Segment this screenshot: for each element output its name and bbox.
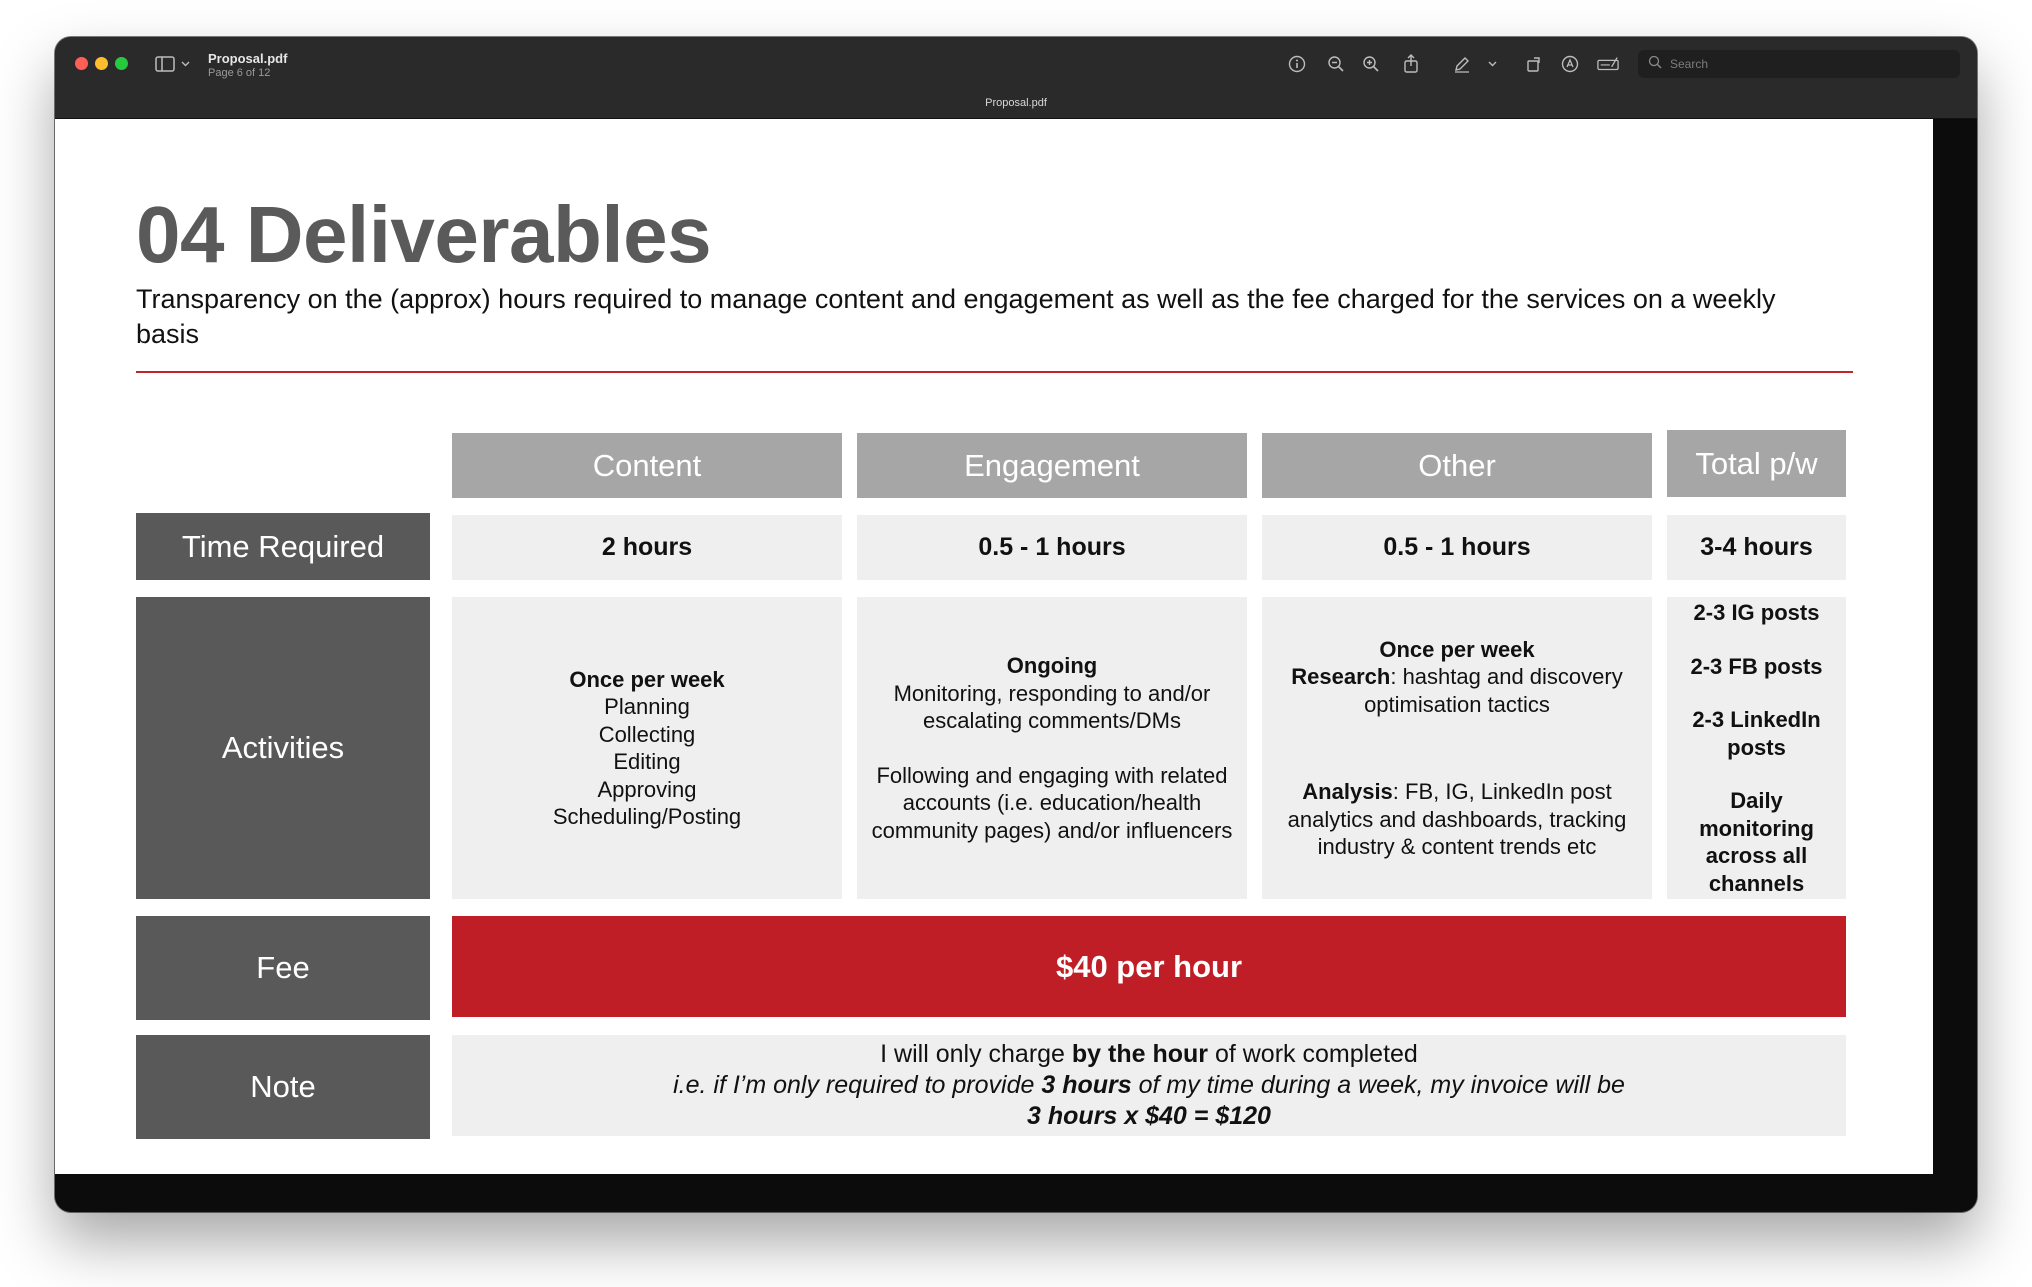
total-item: 2-3 FB posts [1690,653,1823,679]
pdf-page [55,119,1933,1174]
rotate-icon[interactable] [1523,53,1545,75]
analysis-description: : FB, IG, LinkedIn post analytics and dashboards, tracking industry & content trends etc [1287,779,1627,859]
column-header-engagement: Engagement [857,433,1247,498]
activity-item: Editing [613,749,681,774]
search-icon [1648,55,1664,74]
activity-item: Planning [604,694,690,719]
time-content: 2 hours [452,515,842,580]
activity-text: Following and engaging with related accounts (i.e. education/health community pages) and/or influencers [871,762,1233,843]
search-input[interactable] [1670,57,1950,71]
note-line-2 [673,1070,1625,1101]
row-header-activities: Activities [136,597,430,899]
slide-subtitle: Transparency on the (approx) hours required to manage content and engagement as well as the fee charged for the services on a weekly basis [136,284,1776,349]
column-header-total: Total p/w [1667,430,1846,497]
zoom-in-icon[interactable] [1360,53,1382,75]
time-total: 3-4 hours [1667,515,1846,580]
markup-pen-icon[interactable] [1451,53,1473,75]
page-margin-right [1933,119,1977,1174]
activities-content-heading: Once per week [569,666,725,692]
markup-circle-icon[interactable] [1559,53,1581,75]
research-text [1280,663,1634,718]
total-item: 2-3 IG posts [1693,600,1820,625]
title-bar [55,37,1977,119]
column-header-other: Other [1262,433,1652,498]
fee-value-bar: $40 per hour [452,916,1846,1017]
analysis-label: Analysis [1302,779,1393,804]
note-line-1-part: I will only charge [880,1040,1072,1068]
total-item: 2-3 LinkedIn posts [1692,707,1821,760]
maximize-window-button[interactable] [115,57,128,70]
activities-engagement [857,597,1247,899]
row-header-time-required: Time Required [136,513,430,580]
zoom-out-icon[interactable] [1325,53,1347,75]
info-icon[interactable] [1286,53,1308,75]
row-header-note: Note [136,1035,430,1139]
analysis-text [1280,778,1634,861]
note-line-1-part: of work completed [1208,1040,1418,1068]
note-line-1 [880,1039,1418,1070]
share-icon[interactable] [1400,53,1422,75]
close-window-button[interactable] [75,57,88,70]
markup-menu-chevron-down-icon[interactable] [1481,53,1503,75]
activities-content [452,597,842,899]
document-title: Proposal.pdf [208,51,288,66]
note-line-2-emphasis: 3 hours [1041,1071,1132,1099]
note-text [452,1035,1846,1136]
note-calculation: 3 hours x $40 = $120 [1027,1102,1271,1130]
note-line-1-emphasis: by the hour [1071,1040,1209,1068]
note-line-3 [1027,1101,1271,1132]
activity-text: Monitoring, responding to and/or escalating comments/DMs [893,680,1211,733]
activities-other [1262,597,1652,899]
activities-total [1667,597,1846,899]
search-field[interactable] [1638,50,1960,78]
page-indicator: Page 6 of 12 [208,67,271,79]
time-engagement: 0.5 - 1 hours [857,515,1247,580]
time-other: 0.5 - 1 hours [1262,515,1652,580]
column-header-content: Content [452,433,842,498]
note-line-2-part: i.e. if I’m only required to provide [673,1071,1042,1099]
sidebar-toggle-button[interactable] [155,53,197,75]
research-description: : hashtag and discovery optimisation tactics [1364,664,1623,717]
slide-title: 04 Deliverables [136,190,712,279]
minimize-window-button[interactable] [95,57,108,70]
form-icon[interactable] [1597,53,1619,75]
activities-engagement-heading: Ongoing [1006,653,1098,678]
sidebar-icon [155,56,175,72]
activity-item: Approving [597,776,697,802]
row-header-fee: Fee [136,916,430,1020]
pdf-viewer-window [55,37,1977,1212]
chevron-down-icon [181,61,190,67]
research-label: Research [1291,664,1391,689]
activity-item: Collecting [598,721,696,747]
note-line-2-part: of my time during a week, my invoice will be [1131,1071,1625,1099]
title-divider [136,371,1853,373]
total-item: Daily monitoring across all channels [1699,788,1814,896]
activity-item: Scheduling/Posting [552,804,742,829]
page-margin-bottom [55,1174,1977,1212]
tab-title: Proposal.pdf [985,97,1047,109]
activities-other-heading: Once per week [1379,636,1535,662]
